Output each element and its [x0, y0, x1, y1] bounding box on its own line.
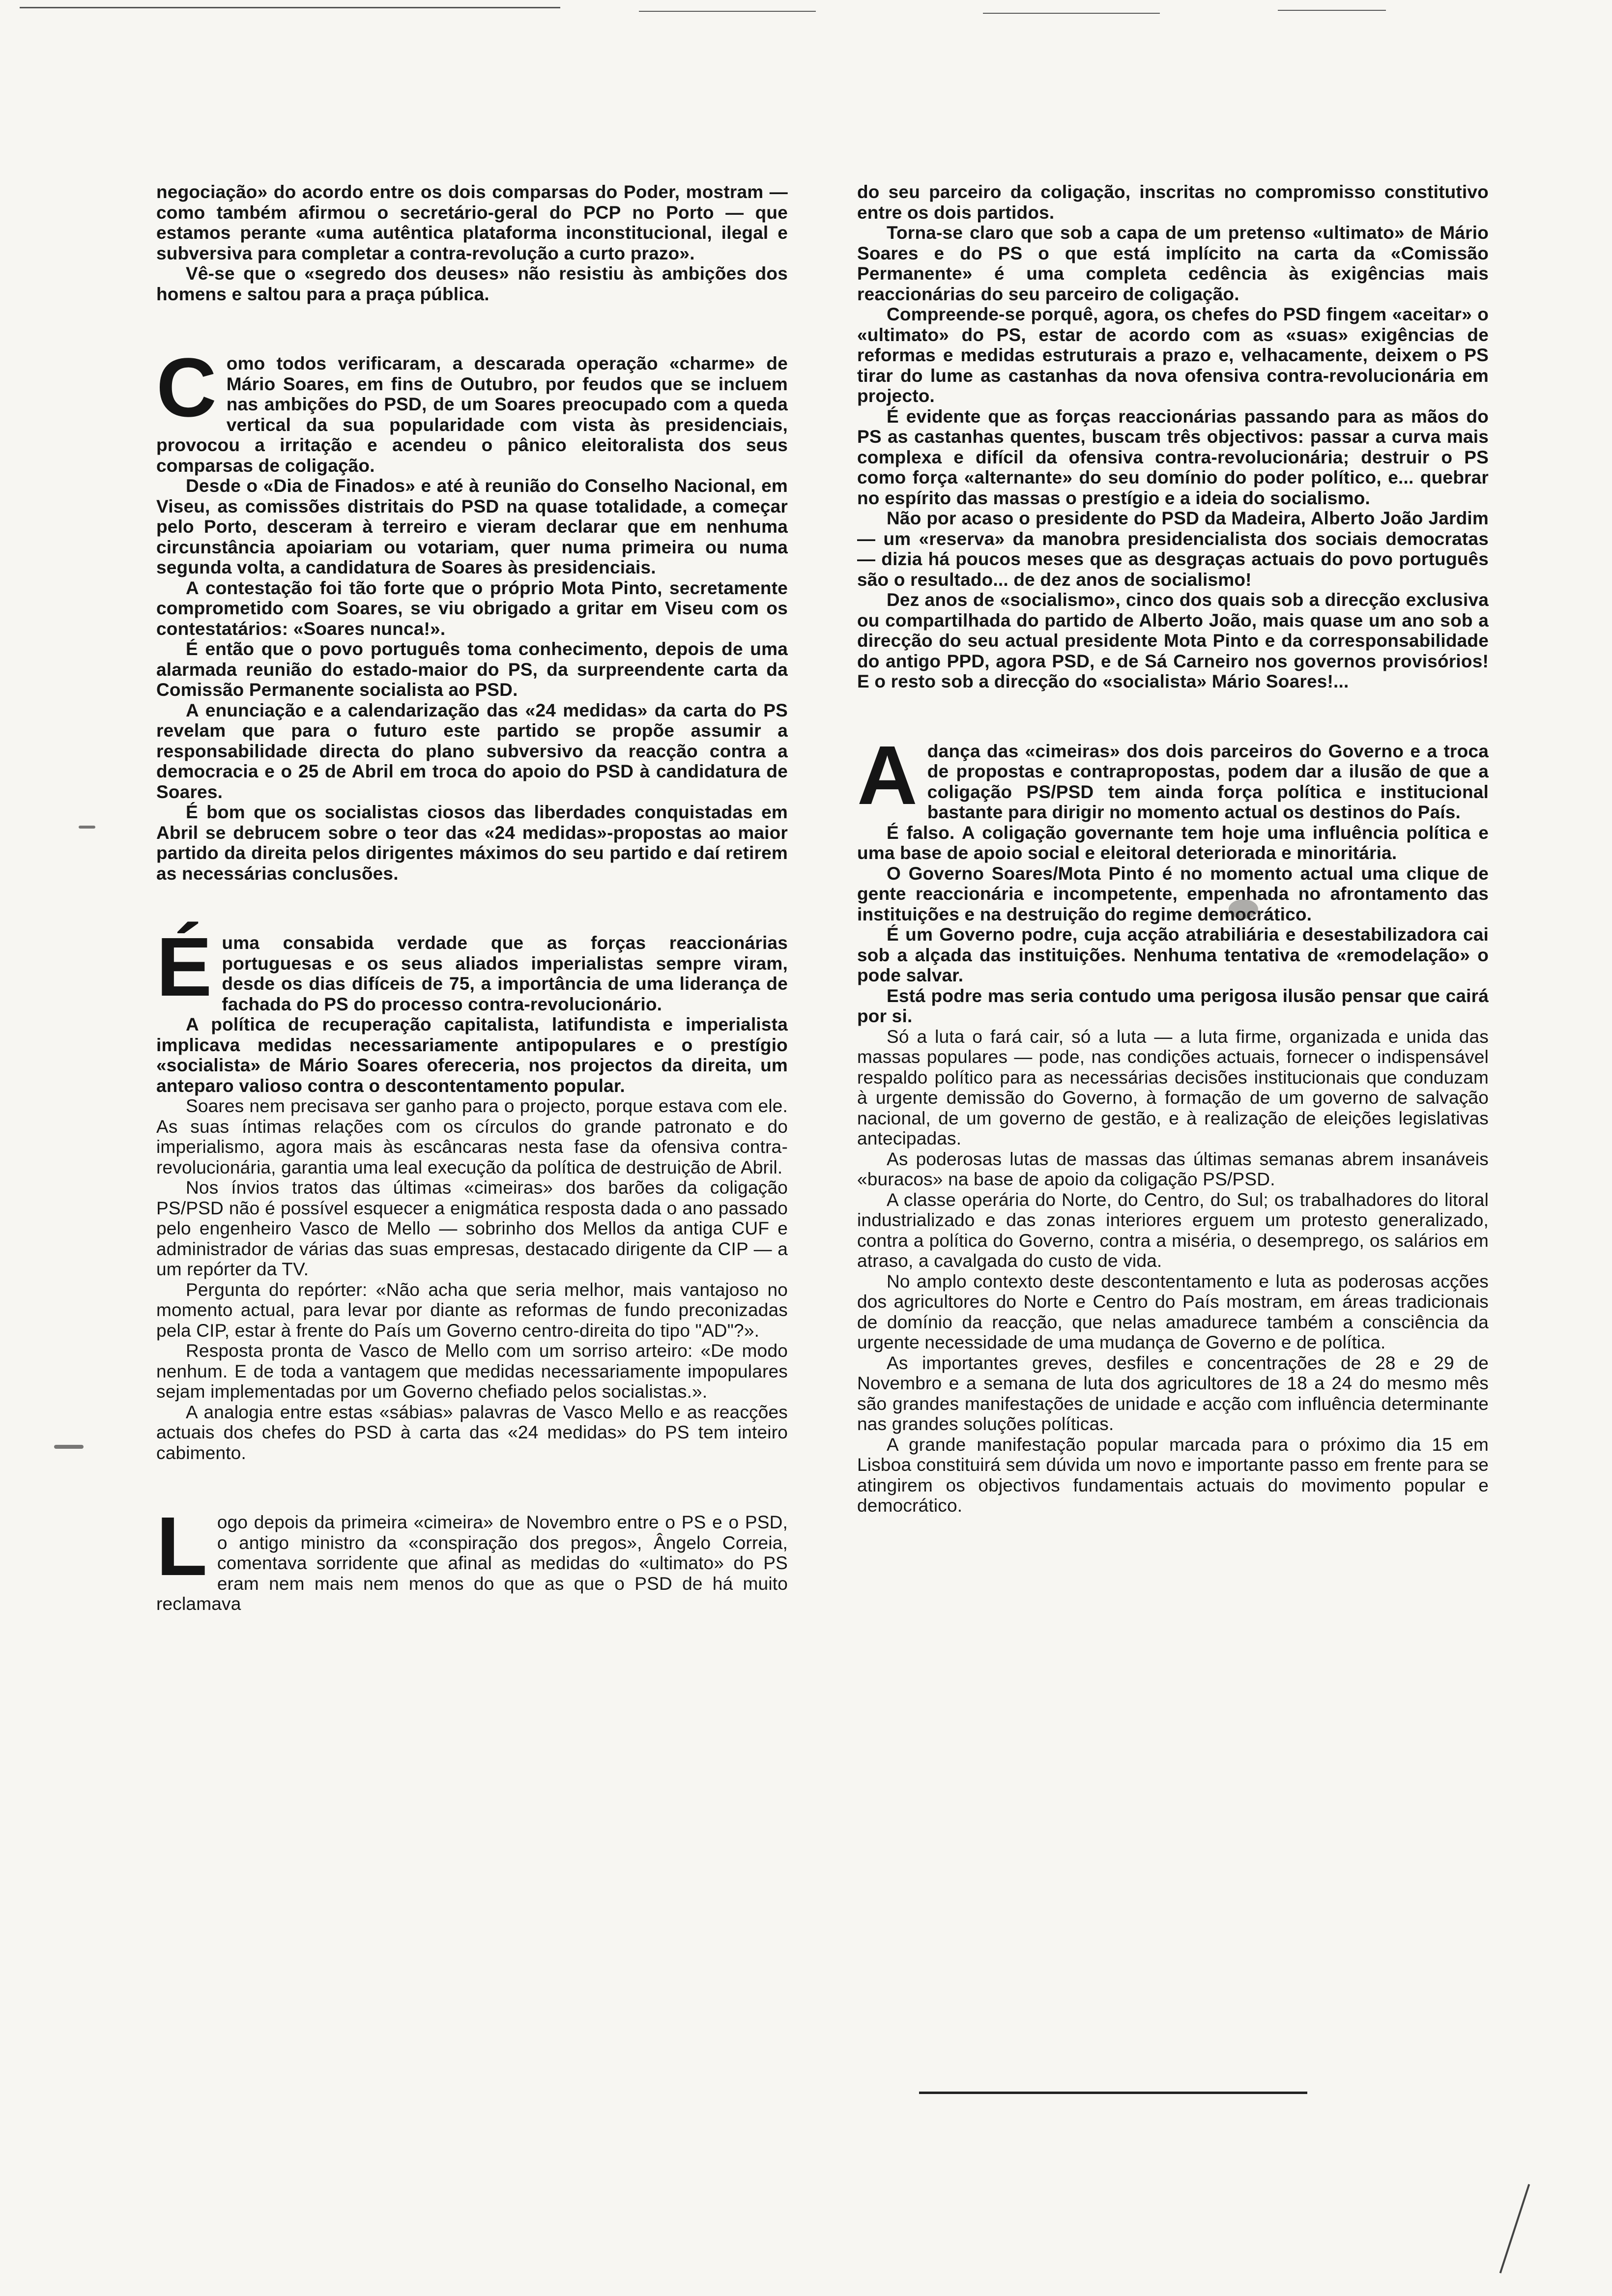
paragraph: Compreende-se porquê, agora, os chefes do PSD fingem «aceitar» o «ultimato» do PS, estar de acordo com as «suas» exigências de reformas e medidas estruturais a prazo e, velhacamente, deixem o PS tirar do lume as castanhas da nova ofensiva contra-revolucionária em projecto. [857, 304, 1489, 406]
end-rule [919, 2092, 1307, 2094]
paragraph: A contestação foi tão forte que o próprio Mota Pinto, secretamente comprometido com Soares, se viu obrigado a gritar em Viseu com os contestatários: «Soares nunca!». [156, 577, 788, 639]
paragraph: Só a luta o fará cair, só a luta — a luta firme, organizada e unida das massas populares — pode, nas condições actuais, fornecer o indispensável respaldo político para as necessárias decisões institucionais que conduzam à urgente demissão do Governo, à formação de um governo de salvação nacional, de um governo de gestão, e à realização de eleições legislativas antecipadas. [857, 1026, 1489, 1148]
paragraph: É bom que os socialistas ciosos das liberdades conquistadas em Abril se debrucem sobre o teor das «24 medidas»-propostas ao maior partido da direita pelos dirigentes máximos do seu partido e daí retirem as necessárias conclusões. [156, 802, 788, 884]
paragraph: Não por acaso o presidente do PSD da Madeira, Alberto João Jardim — um «reserva» da manobra presidencialista dos sociais democratas — dizia há poucos meses que as desgraças actuais do povo português são o resultado... de dez anos de socialismo! [857, 508, 1489, 590]
article-section [156, 341, 788, 884]
paragraph: negociação» do acordo entre os dois comparsas do Poder, mostram — como também afirmou o secretário-geral do PCP no Porto — que estamos perante «uma autêntica plataforma inconstitucional, ilegal e subversiva para completar a contra-revolução a curto prazo». [156, 182, 788, 263]
paragraph: A grande manifestação popular marcada para o próximo dia 15 em Lisboa constituirá sem dúvida um novo e importante passo em frente para se atingirem os objectivos fundamentais actuais do movimento popular e democrático. [857, 1434, 1489, 1516]
drop-cap: É [156, 920, 212, 1014]
ink-spot [1229, 899, 1258, 919]
paragraph: do seu parceiro da coligação, inscritas no compromisso constitutivo entre os dois partidos. [857, 182, 1489, 223]
paragraph: A analogia entre estas «sábias» palavras de Vasco Mello e as reacções actuais dos chefes do PSD à carta das «24 medidas» do PS tem inteiro cabimento. [156, 1402, 788, 1463]
paragraph: uma consabida verdade que as forças reaccionárias portuguesas e os seus aliados imperialistas sempre viram, desde os dias difíceis de 75, a importância de uma liderança de fachada do PS do processo contra-revolucionário. [222, 933, 788, 1014]
left-column [156, 182, 788, 1614]
paragraph: A classe operária do Norte, do Centro, do Sul; os trabalhadores do litoral industrializado e das zonas interiores erguem um protesto generalizado, contra a política do Governo, contra a miséria, o desemprego, os salários em atraso, a cavalgada do custo de vida. [857, 1189, 1489, 1271]
paragraph: As poderosas lutas de massas das últimas semanas abrem insanáveis «buracos» na base de apoio da coligação PS/PSD. [857, 1148, 1489, 1189]
newspaper-page [156, 182, 1493, 2069]
drop-cap: L [156, 1500, 207, 1593]
article-section [857, 182, 1489, 692]
paragraph: ogo depois da primeira «cimeira» de Novembro entre o PS e o PSD, o antigo ministro da «conspiração dos pregos», Ângelo Correia, comentava sorridente que afinal as medidas do «ultimato» do PS eram nem mais nem menos do que as que o PSD de há muito reclamava [156, 1512, 788, 1614]
paragraph: dança das «cimeiras» dos dois parceiros do Governo e a troca de propostas e contrapropostas, podem dar a ilusão de que a coligação PS/PSD tem ainda força política e institucional bastante para dirigir no momento actual os destinos do País. [927, 741, 1489, 822]
drop-cap: A [857, 728, 918, 822]
right-column [857, 182, 1489, 1516]
drop-cap: C [156, 341, 217, 434]
paragraph: Pergunta do repórter: «Não acha que seria melhor, mais vantajoso no momento actual, para levar por diante as reformas de fundo preconizadas pela CIP, estar à frente do País um Governo centro-direita do tipo "AD"?». [156, 1279, 788, 1341]
paragraph: A política de recuperação capitalista, latifundista e imperialista implicava medidas necessariamente antipopulares e o prestígio «socialista» de Mário Soares ofereceria, nos projectos da direita, um anteparo valioso contra o descontentamento popular. [156, 1014, 788, 1096]
paragraph: Desde o «Dia de Finados» e até à reunião do Conselho Nacional, em Viseu, as comissões distritais do PSD na quase totalidade, a começar pelo Porto, desceram à terreiro e vieram declarar que em nenhuma circunstância apoiariam ou votariam, quer numa primeira ou numa segunda volta, a candidatura de Soares às presidenciais. [156, 476, 788, 577]
paragraph: Torna-se claro que sob a capa de um pretenso «ultimato» de Mário Soares e do PS o que está implícito na carta da «Comissão Permanente» é uma completa cedência às exigências mais reaccionárias do seu parceiro de coligação. [857, 223, 1489, 304]
paragraph: No amplo contexto deste descontentamento e luta as poderosas acções dos agricultores do Norte e Centro do País mostram, em áreas tradicionais de domínio da reacção, que nelas amadurece também a consciência da urgente necessidade de uma mudança de Governo e de política. [857, 1271, 1489, 1352]
paragraph: As importantes greves, desfiles e concentrações de 28 e 29 de Novembro e a semana de luta dos agricultores de 18 a 24 do mesmo mês são grandes manifestações de unidade e acção com influência determinante nas grandes soluções políticas. [857, 1352, 1489, 1434]
paragraph: omo todos verificaram, a descarada operação «charme» de Mário Soares, em fins de Outubro, por feudos que se incluem nas ambições do PSD, de um Soares preocupado com a queda vertical da sua popularidade com vista às presidenciais, provocou a irritação e acendeu o pânico eleitoralista dos seus comparsas de coligação. [156, 353, 788, 476]
article-section [156, 1500, 788, 1614]
scan-edge-line [983, 13, 1160, 14]
paragraph: Nos ínvios tratos das últimas «cimeiras» dos barões da coligação PS/PSD não é possível esquecer a enigmática resposta dada o ano passado pelo engenheiro Vasco de Mello — sobrinho dos Mellos da antiga CUF e administrador de várias das suas empresas, destacado dirigente da CIP — a um repórter da TV. [156, 1177, 788, 1279]
paragraph: É então que o povo português toma conhecimento, depois de uma alarmada reunião do estado-maior do PS, da surpreendente carta da Comissão Permanente socialista ao PSD. [156, 639, 788, 700]
paragraph: É evidente que as forças reaccionárias passando para as mãos do PS as castanhas quentes, buscam três objectivos: passar a curva mais complexa e difícil da ofensiva contra-revolucionária; destruir o PS como força «alternante» do seu domínio do poder político, e... quebrar no espírito das massas o prestígio e a ideia do socialismo. [857, 406, 1489, 508]
scan-edge-line [20, 7, 560, 8]
paragraph: Está podre mas seria contudo uma perigosa ilusão pensar que cairá por si. [857, 985, 1489, 1026]
ink-spot [79, 826, 95, 829]
article-section [857, 728, 1489, 1516]
paragraph: É falso. A coligação governante tem hoje uma influência política e uma base de apoio social e eleitoral deteriorada e minoritária. [857, 822, 1489, 863]
paragraph: Resposta pronta de Vasco de Mello com um sorriso arteiro: «De modo nenhum. E de toda a vantagem que medidas necessariamente impopulares sejam implementadas por um Governo chefiado pelos socialistas.». [156, 1341, 788, 1402]
paragraph: A enunciação e a calendarização das «24 medidas» da carta do PS revelam que para o futuro este partido se propõe assumir a responsabilidade directa do plano subversivo da reacção contra a democracia e o 25 de Abril em troca do apoio do PSD à candidatura de Soares. [156, 700, 788, 802]
paragraph: Dez anos de «socialismo», cinco dos quais sob a direcção exclusiva ou compartilhada do partido de Alberto João, mais quase um ano sob a direcção do seu actual presidente Mota Pinto e da corresponsabilidade do antigo PPD, agora PSD, e de Sá Carneiro nos governos provisórios! E o resto sob a direcção do «socialista» Mário Soares!... [857, 590, 1489, 691]
paragraph: Soares nem precisava ser ganho para o projecto, porque estava com ele. As suas íntimas relações com os círculos do grande patronato e do imperialismo, agora mais às escâncaras nesta fase da ofensiva contra-revolucionária, garantia uma leal execução da política de destruição de Abril. [156, 1096, 788, 1177]
scan-edge-line [1278, 10, 1386, 11]
ink-spot [54, 1445, 84, 1449]
paragraph: É um Governo podre, cuja acção atrabiliária e desestabilizadora cai sob a alçada das instituições. Nenhuma tentativa de «remodelação» o pode salvar. [857, 924, 1489, 985]
article-section [156, 182, 788, 304]
article-section [156, 920, 788, 1463]
scan-edge-line [639, 11, 816, 12]
paragraph: O Governo Soares/Mota Pinto é no momento actual uma clique de gente reaccionária e incompetente, empenhada no afrontamento das instituições e na destruição do regime democrático. [857, 863, 1489, 924]
paragraph: Vê-se que o «segredo dos deuses» não resistiu às ambições dos homens e saltou para a praça pública. [156, 263, 788, 304]
scan-mark [1499, 2184, 1530, 2273]
